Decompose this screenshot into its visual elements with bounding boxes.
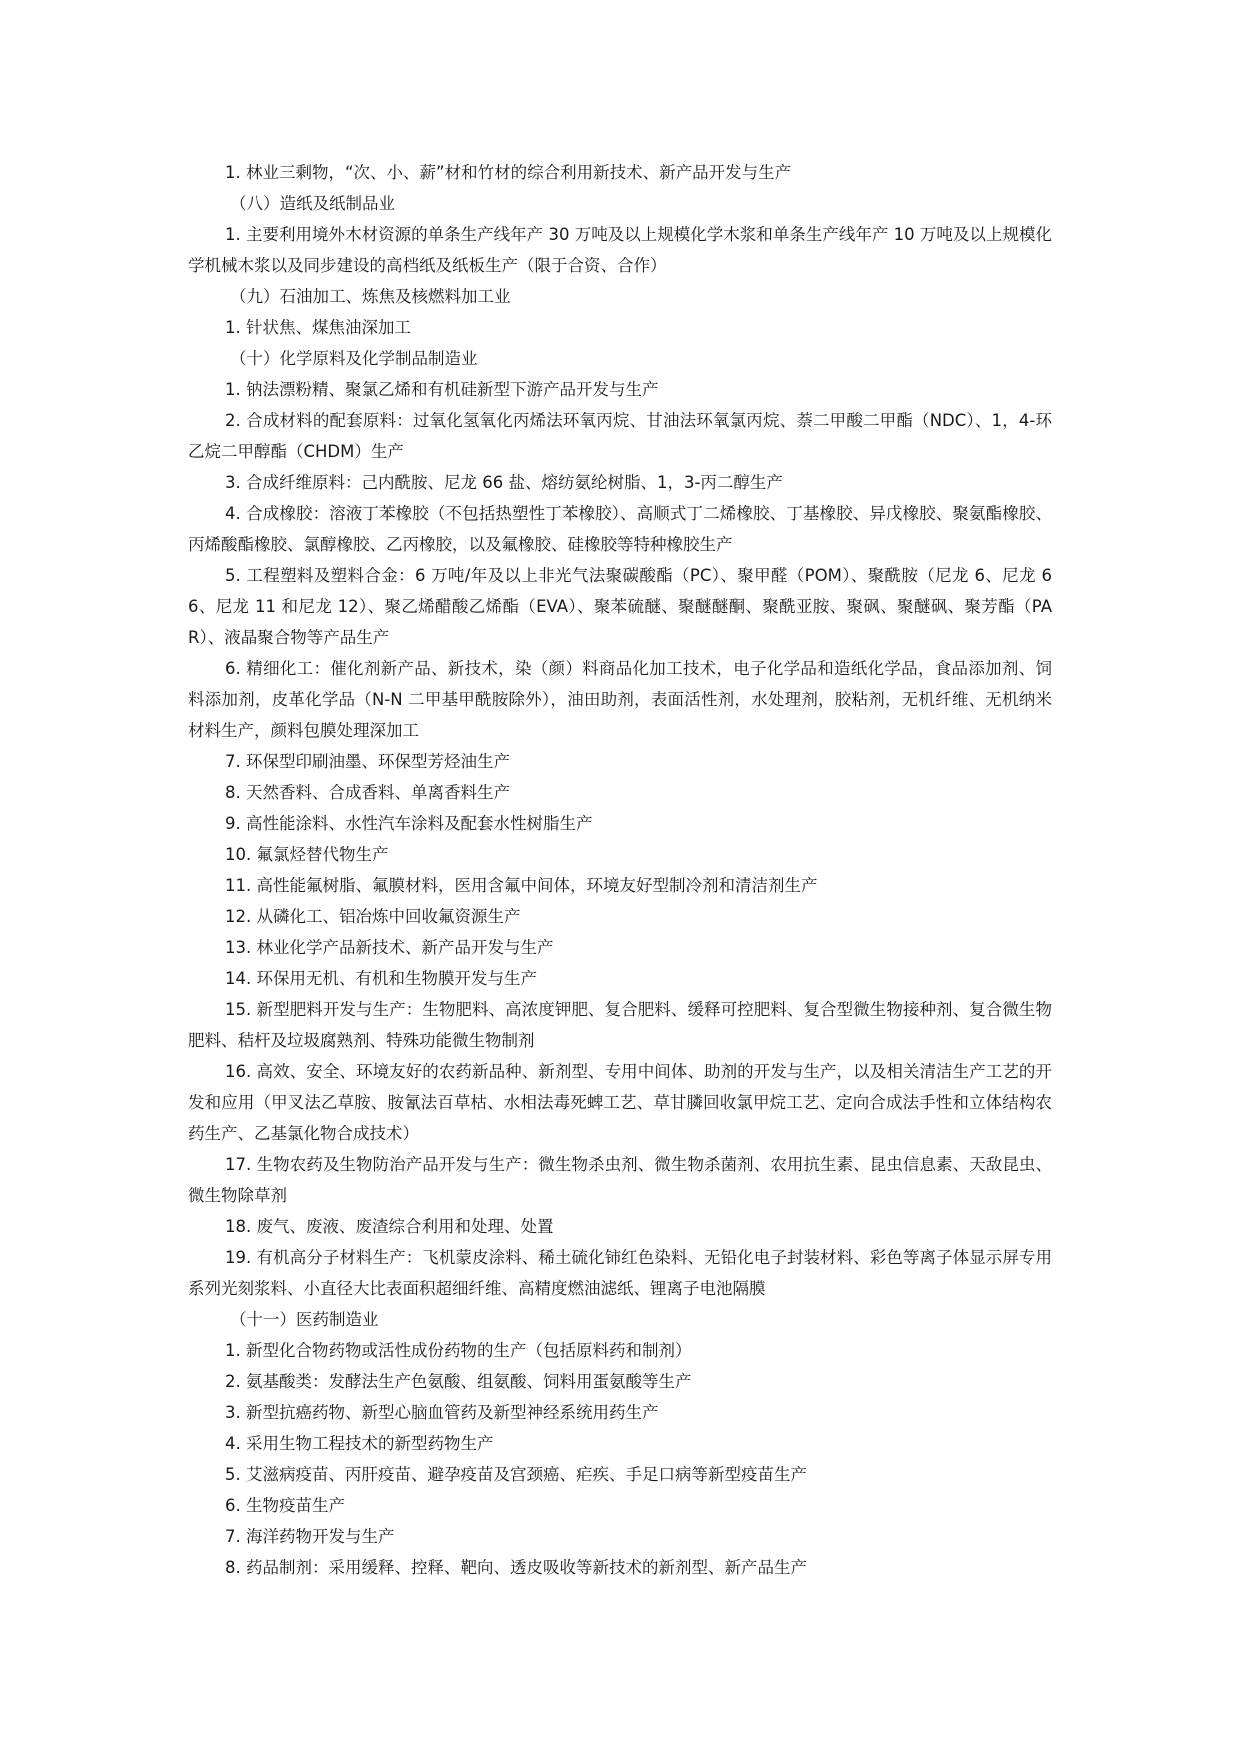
list-item: 11. 高性能氟树脂、氟膜材料，医用含氟中间体，环境友好型制冷剂和清洁剂生产	[225, 876, 818, 895]
list-item: 1. 钠法漂粉精、聚氯乙烯和有机硅新型下游产品开发与生产	[225, 380, 659, 399]
list-item: 19. 有机高分子材料生产：飞机蒙皮涂料、稀土硫化铈红色染料、无铅化电子封装材料、彩色等离子体显示屏专用系列光刻浆料、小直径大比表面积超细纤维、高精度燃油滤纸、锂离子电池隔膜	[188, 1248, 1052, 1298]
list-item: 4. 合成橡胶：溶液丁苯橡胶（不包括热塑性丁苯橡胶）、高顺式丁二烯橡胶、丁基橡胶、异戊橡胶、聚氨酯橡胶、丙烯酸酯橡胶、氯醇橡胶、乙丙橡胶，以及氟橡胶、硅橡胶等特种橡胶生产	[188, 504, 1052, 554]
section-heading: （八）造纸及纸制品业	[230, 194, 395, 213]
section-heading: （十一）医药制造业	[230, 1310, 379, 1329]
list-item: 10. 氟氯烃替代物生产	[225, 845, 389, 864]
list-item: 8. 天然香料、合成香料、单离香料生产	[225, 783, 510, 802]
list-item: 3. 新型抗癌药物、新型心脑血管药及新型神经系统用药生产	[225, 1403, 659, 1422]
list-item: 5. 艾滋病疫苗、丙肝疫苗、避孕疫苗及宫颈癌、疟疾、手足口病等新型疫苗生产	[225, 1465, 807, 1484]
list-item: 3. 合成纤维原料：己内酰胺、尼龙 66 盐、熔纺氨纶树脂、1，3-丙二醇生产	[225, 473, 783, 492]
list-item: 6. 精细化工：催化剂新产品、新技术，染（颜）料商品化加工技术，电子化学品和造纸化学品，食品添加剂、饲料添加剂，皮革化学品（N-N 二甲基甲酰胺除外），油田助剂，表面活性剂，水处理剂，胶粘剂，无机纤维、无机纳米材料生产，颜料包膜处理深加工	[188, 659, 1052, 740]
list-item: 1. 针状焦、煤焦油深加工	[225, 318, 411, 337]
section-heading: （十）化学原料及化学制品制造业	[230, 349, 478, 368]
list-item: 6. 生物疫苗生产	[225, 1496, 345, 1515]
list-item: 15. 新型肥料开发与生产：生物肥料、高浓度钾肥、复合肥料、缓释可控肥料、复合型微生物接种剂、复合微生物肥料、秸杆及垃圾腐熟剂、特殊功能微生物制剂	[188, 1000, 1052, 1050]
list-item: 2. 氨基酸类：发酵法生产色氨酸、组氨酸、饲料用蛋氨酸等生产	[225, 1372, 692, 1391]
list-item: 18. 废气、废液、废渣综合利用和处理、处置	[225, 1217, 554, 1236]
list-item: 7. 海洋药物开发与生产	[225, 1527, 395, 1546]
list-item: 1. 新型化合物药物或活性成份药物的生产（包括原料药和制剂）	[225, 1341, 692, 1360]
list-item: 5. 工程塑料及塑料合金：6 万吨/年及以上非光气法聚碳酸酯（PC）、聚甲醛（POM）、聚酰胺（尼龙 6、尼龙 66、尼龙 11 和尼龙 12）、聚乙烯醋酸乙烯酯（EVA）、聚苯硫醚、聚醚醚酮、聚酰亚胺、聚砜、聚醚砜、聚芳酯（PAR）、液晶聚合物等产品生产	[188, 566, 1052, 647]
list-item: 13. 林业化学产品新技术、新产品开发与生产	[225, 938, 554, 957]
list-item: 9. 高性能涂料、水性汽车涂料及配套水性树脂生产	[225, 814, 593, 833]
list-item: 7. 环保型印刷油墨、环保型芳烃油生产	[225, 752, 510, 771]
list-item: 17. 生物农药及生物防治产品开发与生产：微生物杀虫剂、微生物杀菌剂、农用抗生素、昆虫信息素、天敌昆虫、微生物除草剂	[188, 1155, 1052, 1205]
list-item: 2. 合成材料的配套原料：过氧化氢氧化丙烯法环氧丙烷、甘油法环氧氯丙烷、萘二甲酸二甲酯（NDC）、1，4-环乙烷二甲醇酯（CHDM）生产	[188, 411, 1052, 461]
list-item: 14. 环保用无机、有机和生物膜开发与生产	[225, 969, 537, 988]
list-item: 8. 药品制剂：采用缓释、控释、靶向、透皮吸收等新技术的新剂型、新产品生产	[225, 1558, 807, 1577]
list-item: 4. 采用生物工程技术的新型药物生产	[225, 1434, 494, 1453]
list-item: 12. 从磷化工、铝冶炼中回收氟资源生产	[225, 907, 521, 926]
list-item: 1. 林业三剩物，“次、小、薪”材和竹材的综合利用新技术、新产品开发与生产	[225, 163, 792, 182]
document-page	[188, 157, 1052, 1583]
list-item: 16. 高效、安全、环境友好的农药新品种、新剂型、专用中间体、助剂的开发与生产，以及相关清洁生产工艺的开发和应用（甲叉法乙草胺、胺氰法百草枯、水相法毒死蜱工艺、草甘膦回收氯甲烷工艺、定向合成法手性和立体结构农药生产、乙基氯化物合成技术）	[188, 1062, 1052, 1143]
section-heading: （九）石油加工、炼焦及核燃料加工业	[230, 287, 511, 306]
list-item: 1. 主要利用境外木材资源的单条生产线年产 30 万吨及以上规模化学木浆和单条生产线年产 10 万吨及以上规模化学机械木浆以及同步建设的高档纸及纸板生产（限于合资、合作）	[188, 225, 1052, 275]
